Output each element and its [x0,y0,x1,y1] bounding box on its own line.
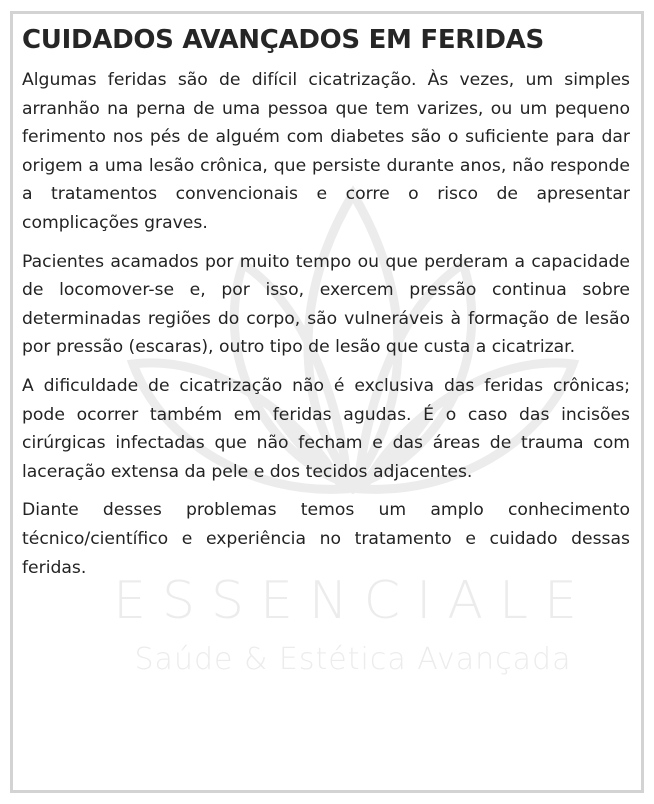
paragraph-2: Pacientes acamados por muito tempo ou que perderam a capacidade de locomover-se e, por isso, exercem pressão continua sobre determinadas regiões do corpo, são vulneráveis à formação de lesão por pressão (escaras), outro tipo de lesão que custa a cicatrizar. [22,251,630,358]
document-body [22,18,630,592]
watermark-tagline: Saúde & Estética Avançada [134,642,572,677]
content-frame [10,11,644,793]
paragraph-4: Diante desses problemas temos um amplo conhecimento técnico/científico e experiência no tratamento e cuidado dessas feridas. [22,500,630,578]
paragraph-1: Algumas feridas são de difícil cicatrização. Às vezes, um simples arranhão na perna de uma pessoa que tem varizes, ou um pequeno ferimento nos pés de alguém com diabetes são o suficiente para dar origem a uma lesão crônica, que persiste durante anos, não responde a tratamentos convencionais e corre o risco de apresentar complicações graves. [22,70,630,233]
paragraph-3: A dificuldade de cicatrização não é exclusiva das feridas crônicas; pode ocorrer também em feridas agudas. É o caso das incisões cirúrgicas infectadas que não fecham e das áreas de trauma com laceração extensa da pele e dos tecidos adjacentes. [22,375,630,482]
page-title: CUIDADOS AVANÇADOS EM FERIDAS [22,25,544,55]
watermark-brand: ESSENCIALE [113,571,593,631]
